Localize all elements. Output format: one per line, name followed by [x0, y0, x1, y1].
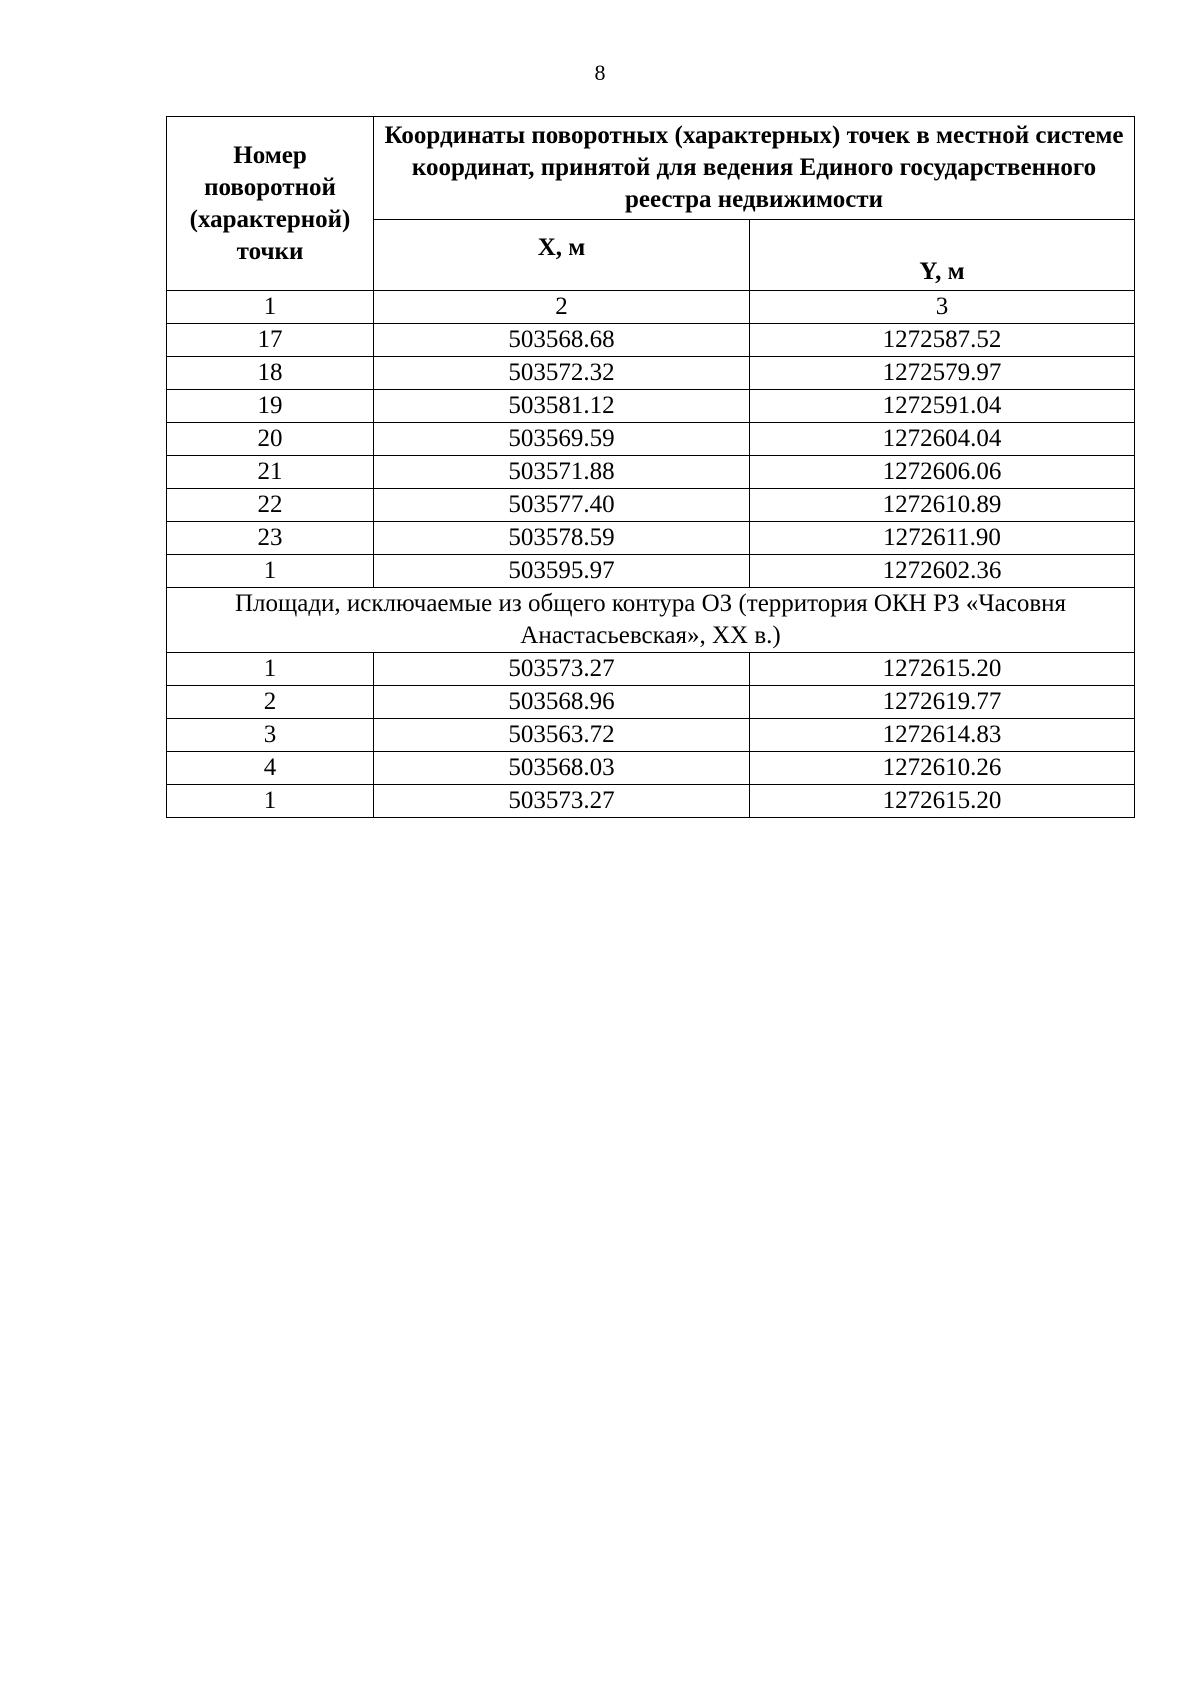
point-cell: 4	[167, 752, 374, 785]
point-cell: 23	[167, 522, 374, 555]
x-cell: 503572.32	[374, 357, 750, 390]
table-row	[167, 489, 1135, 522]
header-x: X, м	[374, 220, 750, 291]
header-y: Y, м	[750, 220, 1135, 291]
y-cell: 1272611.90	[750, 522, 1135, 555]
y-cell: 1272587.52	[750, 324, 1135, 357]
point-cell: 18	[167, 357, 374, 390]
table-row	[167, 719, 1135, 752]
column-number: 1	[167, 291, 374, 324]
coordinates-table	[166, 116, 1135, 818]
x-cell: 503569.59	[374, 423, 750, 456]
table-row	[167, 522, 1135, 555]
page-number: 8	[594, 60, 606, 85]
y-cell: 1272579.97	[750, 357, 1135, 390]
section-row	[167, 588, 1135, 653]
header-point-number: Номер поворотной (характерной) точки	[167, 117, 374, 291]
table-row	[167, 785, 1135, 818]
x-cell: 503563.72	[374, 719, 750, 752]
section-title: Площади, исключаемые из общего контура ОЗ (территория ОКН РЗ «Часовня Анастасьевская», XX в.)	[167, 588, 1135, 653]
point-cell: 20	[167, 423, 374, 456]
y-cell: 1272615.20	[750, 653, 1135, 686]
x-cell: 503571.88	[374, 456, 750, 489]
header-coordinates-group: Координаты поворотных (характерных) точек в местной системе координат, принятой для ведения Единого государственного реестра недвижимости	[374, 117, 1135, 220]
table-row	[167, 752, 1135, 785]
y-cell: 1272615.20	[750, 785, 1135, 818]
x-cell: 503595.97	[374, 555, 750, 588]
table-row	[167, 324, 1135, 357]
point-cell: 3	[167, 719, 374, 752]
y-cell: 1272610.26	[750, 752, 1135, 785]
column-number: 3	[750, 291, 1135, 324]
column-number: 2	[374, 291, 750, 324]
x-cell: 503568.03	[374, 752, 750, 785]
table-row	[167, 653, 1135, 686]
y-cell: 1272619.77	[750, 686, 1135, 719]
point-cell: 1	[167, 555, 374, 588]
y-cell: 1272591.04	[750, 390, 1135, 423]
point-cell: 1	[167, 785, 374, 818]
point-cell: 22	[167, 489, 374, 522]
x-cell: 503568.96	[374, 686, 750, 719]
table-row	[167, 390, 1135, 423]
x-cell: 503568.68	[374, 324, 750, 357]
y-cell: 1272606.06	[750, 456, 1135, 489]
column-number-row	[167, 291, 1135, 324]
table-row	[167, 555, 1135, 588]
x-cell: 503581.12	[374, 390, 750, 423]
y-cell: 1272604.04	[750, 423, 1135, 456]
table-row	[167, 423, 1135, 456]
x-cell: 503573.27	[374, 653, 750, 686]
x-cell: 503577.40	[374, 489, 750, 522]
point-cell: 21	[167, 456, 374, 489]
y-cell: 1272610.89	[750, 489, 1135, 522]
table-row	[167, 686, 1135, 719]
table-row	[167, 357, 1135, 390]
point-cell: 1	[167, 653, 374, 686]
point-cell: 19	[167, 390, 374, 423]
x-cell: 503578.59	[374, 522, 750, 555]
table-row	[167, 456, 1135, 489]
y-cell: 1272602.36	[750, 555, 1135, 588]
y-cell: 1272614.83	[750, 719, 1135, 752]
point-cell: 17	[167, 324, 374, 357]
point-cell: 2	[167, 686, 374, 719]
x-cell: 503573.27	[374, 785, 750, 818]
